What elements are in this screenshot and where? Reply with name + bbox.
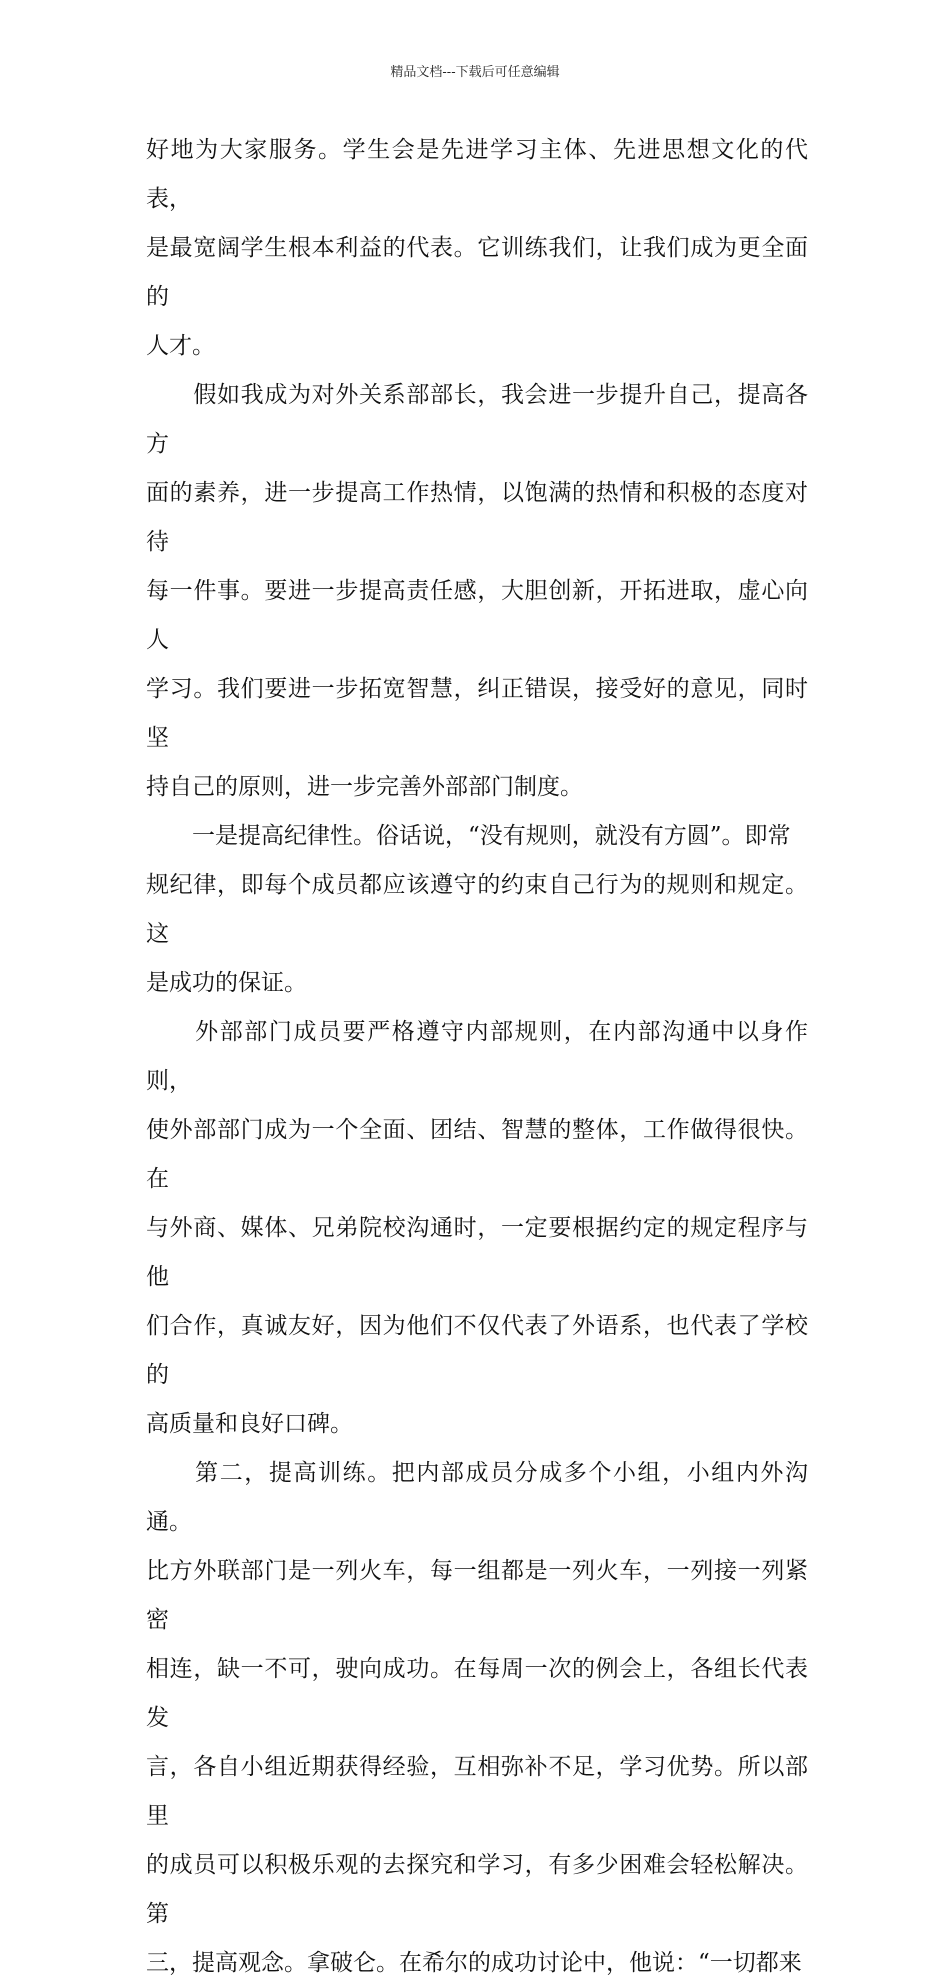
text-line: 第二，提高训练。把内部成员分成多个小组，小组内外沟通。 xyxy=(146,1460,808,1535)
text-line: 使外部部门成为一个全面、团结、智慧的整体，工作做得很快。在 xyxy=(146,1117,808,1192)
text-line: 每一件事。要进一步提高责任感，大胆创新，开拓进取，虚心向人 xyxy=(146,578,808,653)
text-line: 比方外联部门是一列火车，每一组都是一列火车，一列接一列紧密 xyxy=(146,1558,808,1633)
text-line: 外部部门成员要严格遵守内部规则，在内部沟通中以身作则， xyxy=(146,1019,808,1094)
text-line: 们合作，真诚友好，因为他们不仅代表了外语系，也代表了学校的 xyxy=(146,1313,808,1388)
text-line: 持自己的原则，进一步完善外部部门制度。 xyxy=(146,774,583,800)
text-line: 与外商、媒体、兄弟院校沟通时，一定要根据约定的规定程序与他 xyxy=(146,1215,808,1290)
text-line: 一是提高纪律性。俗话说，“没有规则，就没有方圆”。即常 xyxy=(146,823,791,849)
text-line: 面的素养，进一步提高工作热情，以饱满的热情和积极的态度对待 xyxy=(146,480,808,555)
text-line: 规纪律，即每个成员都应该遵守的约束自己行为的规则和规定。这 xyxy=(146,872,808,947)
page-header: 精品文档---下载后可任意编辑 xyxy=(390,65,560,80)
text-line: 言，各自小组近期获得经验，互相弥补不足，学习优势。所以部里 xyxy=(146,1754,808,1829)
text-line: 学习。我们要进一步拓宽智慧，纠正错误，接受好的意见，同时坚 xyxy=(146,676,808,751)
text-line: 的成员可以积极乐观的去探究和学习，有多少困难会轻松解决。第 xyxy=(146,1852,808,1927)
text-line: 是最宽阔学生根本利益的代表。它训练我们，让我们成为更全面的 xyxy=(146,235,808,310)
text-line: 三，提高观念。拿破仑。在希尔的成功讨论中，他说：“一切都来 xyxy=(146,1950,802,1976)
text-line: 好地为大家服务。学生会是先进学习主体、先进思想文化的代表， xyxy=(146,137,808,212)
text-line: 假如我成为对外关系部部长，我会进一步提升自己，提高各方 xyxy=(146,382,808,457)
text-line: 相连，缺一不可，驶向成功。在每周一次的例会上，各组长代表发 xyxy=(146,1656,808,1731)
text-line: 人才。 xyxy=(146,333,215,359)
text-line: 是成功的保证。 xyxy=(146,970,307,996)
text-line: 高质量和良好口碑。 xyxy=(146,1411,353,1437)
body-text xyxy=(146,126,808,1988)
